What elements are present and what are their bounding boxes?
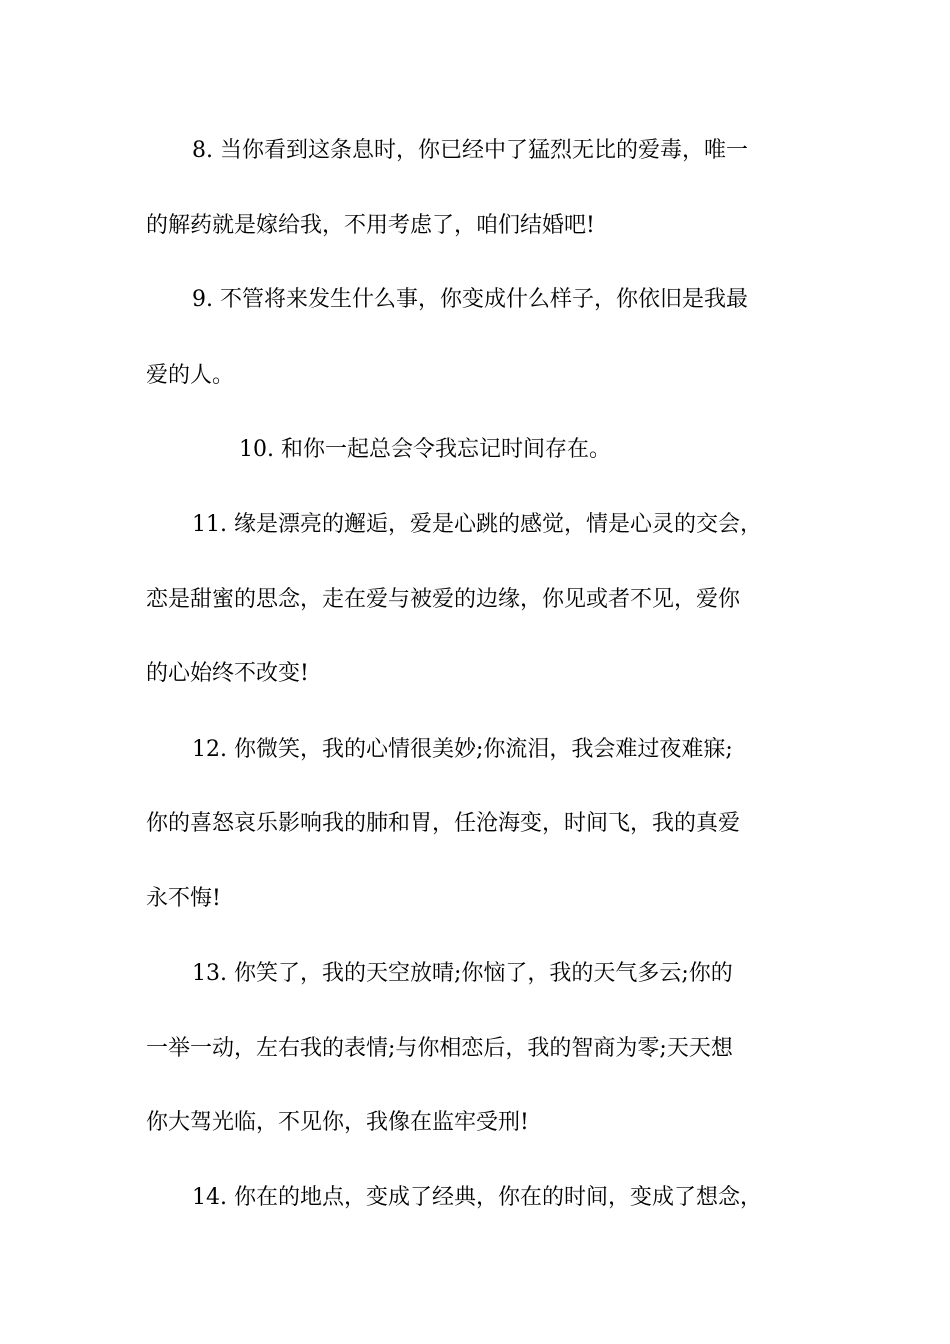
text-line: 爱的人。	[146, 363, 235, 388]
text-line: 你大驾光临，不见你，我像在监牢受刑!	[146, 1110, 529, 1135]
text-line: 一举一动，左右我的表情;与你相恋后，我的智商为零;天天想	[146, 1036, 733, 1061]
text-line: 恋是甜蜜的思念，走在爱与被爱的边缘，你见或者不见，爱你	[146, 587, 741, 612]
text-line: 9. 不管将来发生什么事，你变成什么样子，你依旧是我最	[192, 287, 748, 312]
text-line: 你的喜怒哀乐影响我的肺和胃，任沧海变，时间飞，我的真爱	[146, 811, 741, 836]
text-line: 11. 缘是漂亮的邂逅，爱是心跳的感觉，情是心灵的交会，	[192, 512, 762, 537]
text-line: 永不悔!	[146, 886, 221, 911]
text-line: 10. 和你一起总会令我忘记时间存在。	[239, 437, 611, 462]
text-line: 13. 你笑了，我的天空放晴;你恼了，我的天气多云;你的	[192, 961, 733, 986]
text-line: 的解药就是嫁给我，不用考虑了，咱们结婚吧!	[146, 213, 595, 238]
text-line: 14. 你在的地点，变成了经典，你在的时间，变成了想念，	[192, 1185, 762, 1210]
text-line: 12. 你微笑，我的心情很美妙;你流泪，我会难过夜难寐;	[192, 737, 733, 762]
text-line: 的心始终不改变!	[146, 661, 309, 686]
text-line: 8. 当你看到这条息时，你已经中了猛烈无比的爱毒，唯一	[192, 138, 748, 163]
